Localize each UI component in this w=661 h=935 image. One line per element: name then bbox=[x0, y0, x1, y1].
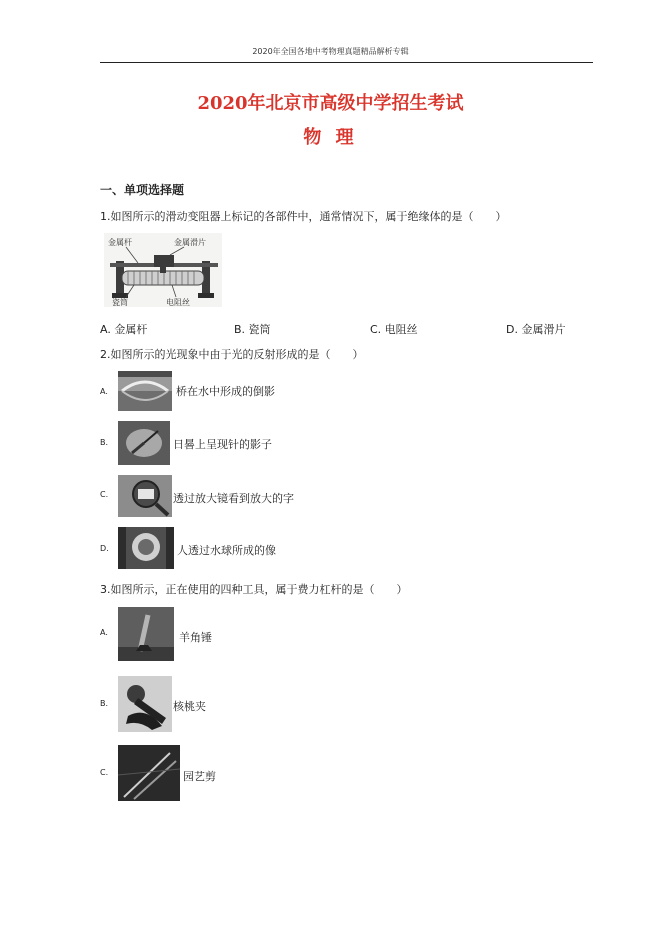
sundial-picture bbox=[118, 421, 170, 465]
question-1-stem: 1.如图所示的滑动变阻器上标记的各部件中，通常情况下，属于绝缘体的是（ ） bbox=[100, 210, 507, 223]
q1-option-c[interactable]: C. 电阻丝 bbox=[370, 323, 418, 336]
q2-option-d-image[interactable] bbox=[118, 527, 174, 569]
q1-option-b[interactable]: B. 瓷筒 bbox=[234, 323, 271, 336]
bridge-reflection-picture bbox=[118, 371, 172, 411]
q3-option-c-text[interactable]: 园艺剪 bbox=[183, 770, 216, 783]
label-metal-slider: 金属滑片 bbox=[174, 238, 206, 247]
q2-option-b-image[interactable] bbox=[118, 421, 170, 465]
q3-option-a-letter: A. bbox=[100, 628, 108, 637]
magnifier-picture bbox=[118, 475, 172, 517]
header-rule bbox=[100, 62, 593, 63]
q3-option-b-image[interactable] bbox=[118, 676, 172, 732]
running-header: 2020年全国各地中考物理真题精品解析专辑 bbox=[252, 47, 409, 56]
q3-option-c-image[interactable] bbox=[118, 745, 180, 801]
rheostat-drawing bbox=[104, 233, 222, 307]
q3-option-a-image[interactable] bbox=[118, 607, 174, 661]
exam-title: 2020年北京市高级中学招生考试 bbox=[197, 93, 464, 114]
q3-option-a-text[interactable]: 羊角锤 bbox=[179, 631, 212, 644]
nutcracker-picture bbox=[118, 676, 172, 732]
q2-option-b-text[interactable]: 日晷上呈现针的影子 bbox=[173, 438, 272, 451]
q2-option-a-letter: A. bbox=[100, 387, 108, 396]
label-metal-rod: 金属杆 bbox=[108, 238, 132, 247]
q1-option-a[interactable]: A. 金属杆 bbox=[100, 323, 148, 336]
label-porcelain-tube: 瓷筒 bbox=[112, 298, 128, 307]
question-2-stem: 2.如图所示的光现象中由于光的反射形成的是（ ） bbox=[100, 348, 364, 361]
claw-hammer-picture bbox=[118, 607, 174, 661]
garden-shears-picture bbox=[118, 745, 180, 801]
section-heading: 一、单项选择题 bbox=[100, 183, 185, 197]
q2-option-d-letter: D. bbox=[100, 544, 109, 553]
q3-option-c-letter: C. bbox=[100, 768, 109, 777]
q3-option-b-letter: B. bbox=[100, 699, 109, 708]
rheostat-figure bbox=[104, 233, 222, 307]
q2-option-a-image[interactable] bbox=[118, 371, 172, 411]
subject-title: 物 理 bbox=[303, 127, 358, 148]
q2-option-c-text[interactable]: 透过放大镜看到放大的字 bbox=[173, 492, 294, 505]
water-ball-picture bbox=[118, 527, 174, 569]
label-resistance-wire: 电阻丝 bbox=[166, 298, 190, 307]
q2-option-b-letter: B. bbox=[100, 438, 109, 447]
q2-option-d-text[interactable]: 人透过水球所成的像 bbox=[177, 544, 276, 557]
q1-option-d[interactable]: D. 金属滑片 bbox=[506, 323, 566, 336]
q3-option-b-text[interactable]: 核桃夹 bbox=[173, 700, 206, 713]
question-3-stem: 3.如图所示，正在使用的四种工具，属于费力杠杆的是（ ） bbox=[100, 583, 408, 596]
q2-option-c-image[interactable] bbox=[118, 475, 172, 517]
q2-option-a-text[interactable]: 桥在水中形成的倒影 bbox=[176, 385, 275, 398]
q2-option-c-letter: C. bbox=[100, 490, 109, 499]
